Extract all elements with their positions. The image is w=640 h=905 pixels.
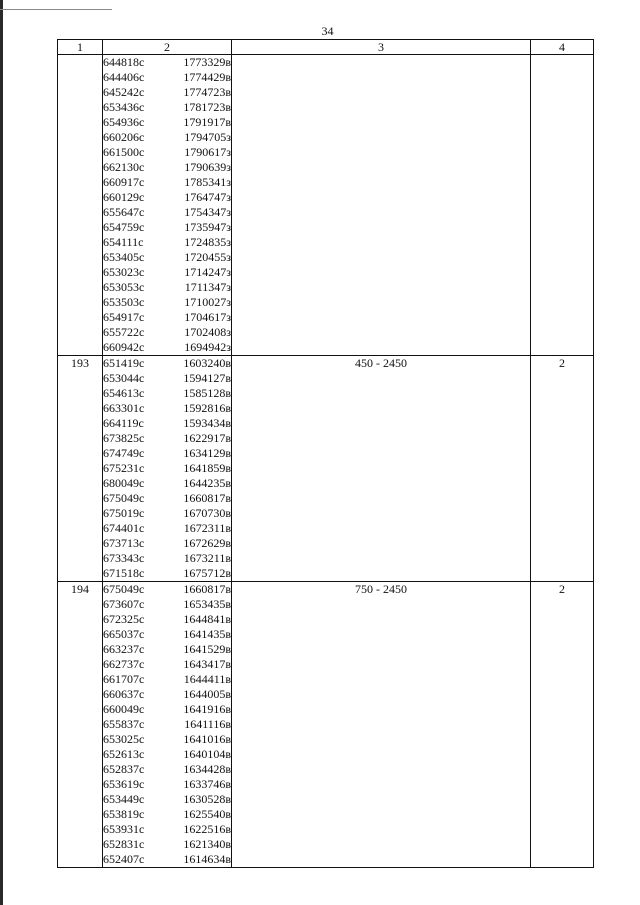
- longitude: 1633746в: [183, 777, 231, 791]
- coordinate-pair: [103, 325, 231, 340]
- longitude: 1774723в: [183, 85, 231, 99]
- coordinate-pair: [103, 250, 231, 265]
- coordinate-pair: [103, 235, 231, 250]
- latitude: 675231с: [103, 461, 145, 475]
- latitude: 680049с: [103, 476, 145, 490]
- coordinate-pair: [103, 582, 231, 597]
- latitude: 675019с: [103, 506, 145, 520]
- coordinate-pair: [103, 160, 231, 175]
- coordinate-pair: [103, 461, 231, 476]
- coordinate-pair: [103, 506, 231, 521]
- latitude: 660917с: [103, 175, 145, 189]
- latitude: 654111с: [103, 235, 144, 249]
- longitude: 1594127в: [183, 371, 231, 385]
- latitude: 660129с: [103, 190, 145, 204]
- coordinate-pair: [103, 115, 231, 130]
- coordinate-pair: [103, 627, 231, 642]
- longitude: 1704617з: [184, 310, 231, 324]
- coordinate-pair: [103, 491, 231, 506]
- coordinate-pair: [103, 521, 231, 536]
- longitude: 1641859в: [183, 461, 231, 475]
- coordinate-pair: [103, 85, 231, 100]
- page-number: 34: [321, 24, 334, 38]
- latitude: 673713с: [103, 536, 145, 550]
- latitude: 653619с: [103, 777, 145, 791]
- longitude: 1711347з: [184, 280, 231, 294]
- latitude: 654936с: [103, 115, 145, 129]
- latitude: 653405с: [103, 250, 145, 264]
- latitude: 655722с: [103, 325, 145, 339]
- coordinate-pair: [103, 100, 231, 115]
- coordinate-pair: [103, 551, 231, 566]
- longitude: 1643417в: [183, 657, 231, 671]
- latitude: 653025с: [103, 732, 145, 746]
- latitude: 661500с: [103, 145, 145, 159]
- coordinate-pair: [103, 220, 231, 235]
- latitude: 652407с: [103, 852, 145, 866]
- longitude: 1702408з: [184, 325, 231, 339]
- longitude: 1622516в: [183, 822, 231, 836]
- latitude: 665037с: [103, 627, 145, 641]
- latitude: 652613с: [103, 747, 145, 761]
- longitude: 1773329в: [183, 55, 231, 69]
- latitude: 673607с: [103, 597, 145, 611]
- longitude: 1644841в: [183, 612, 231, 626]
- latitude: 673825с: [103, 431, 145, 445]
- latitude: 652837с: [103, 762, 145, 776]
- column-header-2: 2: [103, 40, 232, 55]
- latitude: 660637с: [103, 687, 145, 701]
- longitude: 1790639з: [184, 160, 231, 174]
- quantity: 2: [531, 356, 594, 582]
- coordinate-pair: [103, 280, 231, 295]
- coordinate-pair: [103, 702, 231, 717]
- longitude: 1621340в: [183, 837, 231, 851]
- latitude: 653503с: [103, 295, 145, 309]
- table-row: [58, 55, 594, 356]
- coordinate-pair: [103, 822, 231, 837]
- latitude: 661707с: [103, 672, 145, 686]
- latitude: 664119с: [103, 416, 144, 430]
- row-number: 194: [58, 582, 103, 868]
- latitude: 662130с: [103, 160, 145, 174]
- longitude: 1754347з: [184, 205, 231, 219]
- longitude: 1791917в: [183, 115, 231, 129]
- scan-mark: [0, 9, 112, 10]
- latitude: 654917с: [103, 310, 145, 324]
- coordinate-pair: [103, 566, 231, 581]
- coordinate-pair: [103, 190, 231, 205]
- latitude: 655647с: [103, 205, 145, 219]
- quantity: [531, 55, 594, 356]
- coordinate-pair: [103, 130, 231, 145]
- header-row: [58, 40, 594, 55]
- longitude: 1644235в: [183, 476, 231, 490]
- coordinate-list: [103, 582, 232, 868]
- table-body: [58, 55, 594, 868]
- coordinate-pair: [103, 792, 231, 807]
- longitude: 1785341з: [184, 175, 231, 189]
- scan-edge: [0, 0, 3, 905]
- coordinate-pair: [103, 536, 231, 551]
- latitude: 651419с: [103, 356, 145, 370]
- latitude: 653053с: [103, 280, 145, 294]
- latitude: 653436с: [103, 100, 145, 114]
- coordinate-pair: [103, 70, 231, 85]
- coordinate-pair: [103, 642, 231, 657]
- latitude: 645242с: [103, 85, 145, 99]
- latitude: 655837с: [103, 717, 145, 731]
- latitude: 671518с: [103, 566, 145, 580]
- longitude: 1675712в: [183, 566, 231, 580]
- longitude: 1735947з: [184, 220, 231, 234]
- longitude: 1672629в: [183, 536, 231, 550]
- coordinate-pair: [103, 687, 231, 702]
- latitude: 653023с: [103, 265, 145, 279]
- longitude: 1660817в: [183, 491, 231, 505]
- longitude: 1781723в: [183, 100, 231, 114]
- longitude: 1670730в: [183, 506, 231, 520]
- longitude: 1641529в: [183, 642, 231, 656]
- latitude: 644818с: [103, 55, 145, 69]
- longitude: 1641116в: [184, 717, 231, 731]
- column-header-3: 3: [232, 40, 531, 55]
- column-header-4: 4: [531, 40, 594, 55]
- coordinate-pair: [103, 356, 231, 371]
- latitude: 674749с: [103, 446, 145, 460]
- latitude: 653449с: [103, 792, 145, 806]
- coordinate-pair: [103, 55, 231, 70]
- row-number: 193: [58, 356, 103, 582]
- coordinate-pair: [103, 145, 231, 160]
- longitude: 1640104в: [183, 747, 231, 761]
- longitude: 1644411в: [183, 672, 231, 686]
- longitude: 1592816в: [183, 401, 231, 415]
- latitude: 674401с: [103, 521, 145, 535]
- latitude: 660206с: [103, 130, 145, 144]
- coordinate-pair: [103, 416, 231, 431]
- coordinate-pair: [103, 310, 231, 325]
- coordinate-pair: [103, 476, 231, 491]
- longitude: 1603240в: [183, 356, 231, 370]
- longitude: 1585128в: [183, 386, 231, 400]
- coordinate-pair: [103, 732, 231, 747]
- coordinate-pair: [103, 446, 231, 461]
- latitude: 654613с: [103, 386, 145, 400]
- latitude: 644406с: [103, 70, 145, 84]
- coordinate-pair: [103, 672, 231, 687]
- depth-range: 750 - 2450: [232, 582, 531, 868]
- coordinate-pair: [103, 295, 231, 310]
- longitude: 1641016в: [183, 732, 231, 746]
- coordinate-pair: [103, 747, 231, 762]
- latitude: 652831с: [103, 837, 145, 851]
- latitude: 675049с: [103, 582, 145, 596]
- longitude: 1694942з: [184, 340, 231, 354]
- latitude: 672325с: [103, 612, 145, 626]
- longitude: 1614634в: [183, 852, 231, 866]
- longitude: 1634129в: [183, 446, 231, 460]
- latitude: 654759с: [103, 220, 145, 234]
- coordinate-pair: [103, 431, 231, 446]
- longitude: 1714247з: [184, 265, 231, 279]
- coordinate-pair: [103, 762, 231, 777]
- latitude: 675049с: [103, 491, 145, 505]
- coordinate-pair: [103, 777, 231, 792]
- longitude: 1672311в: [183, 521, 231, 535]
- coordinate-list: [103, 55, 232, 356]
- coordinate-list: [103, 356, 232, 582]
- table-row: [58, 356, 594, 582]
- coordinate-pair: [103, 265, 231, 280]
- latitude: 653931с: [103, 822, 145, 836]
- coordinate-pair: [103, 612, 231, 627]
- coordinate-pair: [103, 852, 231, 867]
- latitude: 663237с: [103, 642, 145, 656]
- latitude: 662737с: [103, 657, 145, 671]
- latitude: 653044с: [103, 371, 145, 385]
- coordinates-table: [57, 39, 594, 868]
- coordinate-pair: [103, 340, 231, 355]
- coordinate-pair: [103, 837, 231, 852]
- longitude: 1660817в: [183, 582, 231, 596]
- longitude: 1634428в: [183, 762, 231, 776]
- longitude: 1625540в: [183, 807, 231, 821]
- latitude: 663301с: [103, 401, 145, 415]
- longitude: 1641916в: [183, 702, 231, 716]
- depth-range: 450 - 2450: [232, 356, 531, 582]
- longitude: 1622917в: [183, 431, 231, 445]
- longitude: 1710027з: [184, 295, 231, 309]
- latitude: 653819с: [103, 807, 145, 821]
- coordinate-pair: [103, 175, 231, 190]
- coordinate-pair: [103, 717, 231, 732]
- latitude: 660049с: [103, 702, 145, 716]
- longitude: 1720455з: [184, 250, 231, 264]
- coordinate-pair: [103, 205, 231, 220]
- longitude: 1794705з: [184, 130, 231, 144]
- coordinate-pair: [103, 597, 231, 612]
- table-row: [58, 582, 594, 868]
- longitude: 1630528в: [183, 792, 231, 806]
- longitude: 1774429в: [183, 70, 231, 84]
- latitude: 673343с: [103, 551, 145, 565]
- coordinate-pair: [103, 401, 231, 416]
- coordinate-pair: [103, 371, 231, 386]
- coordinate-pair: [103, 657, 231, 672]
- longitude: 1790617з: [184, 145, 231, 159]
- coordinate-pair: [103, 807, 231, 822]
- longitude: 1644005в: [183, 687, 231, 701]
- depth-range: [232, 55, 531, 356]
- longitude: 1641435в: [183, 627, 231, 641]
- row-number: [58, 55, 103, 356]
- longitude: 1764747з: [184, 190, 231, 204]
- longitude: 1653435в: [183, 597, 231, 611]
- longitude: 1673211в: [183, 551, 231, 565]
- coordinate-pair: [103, 386, 231, 401]
- column-header-1: 1: [58, 40, 103, 55]
- longitude: 1724835з: [184, 235, 231, 249]
- longitude: 1593434в: [183, 416, 231, 430]
- latitude: 660942с: [103, 340, 145, 354]
- quantity: 2: [531, 582, 594, 868]
